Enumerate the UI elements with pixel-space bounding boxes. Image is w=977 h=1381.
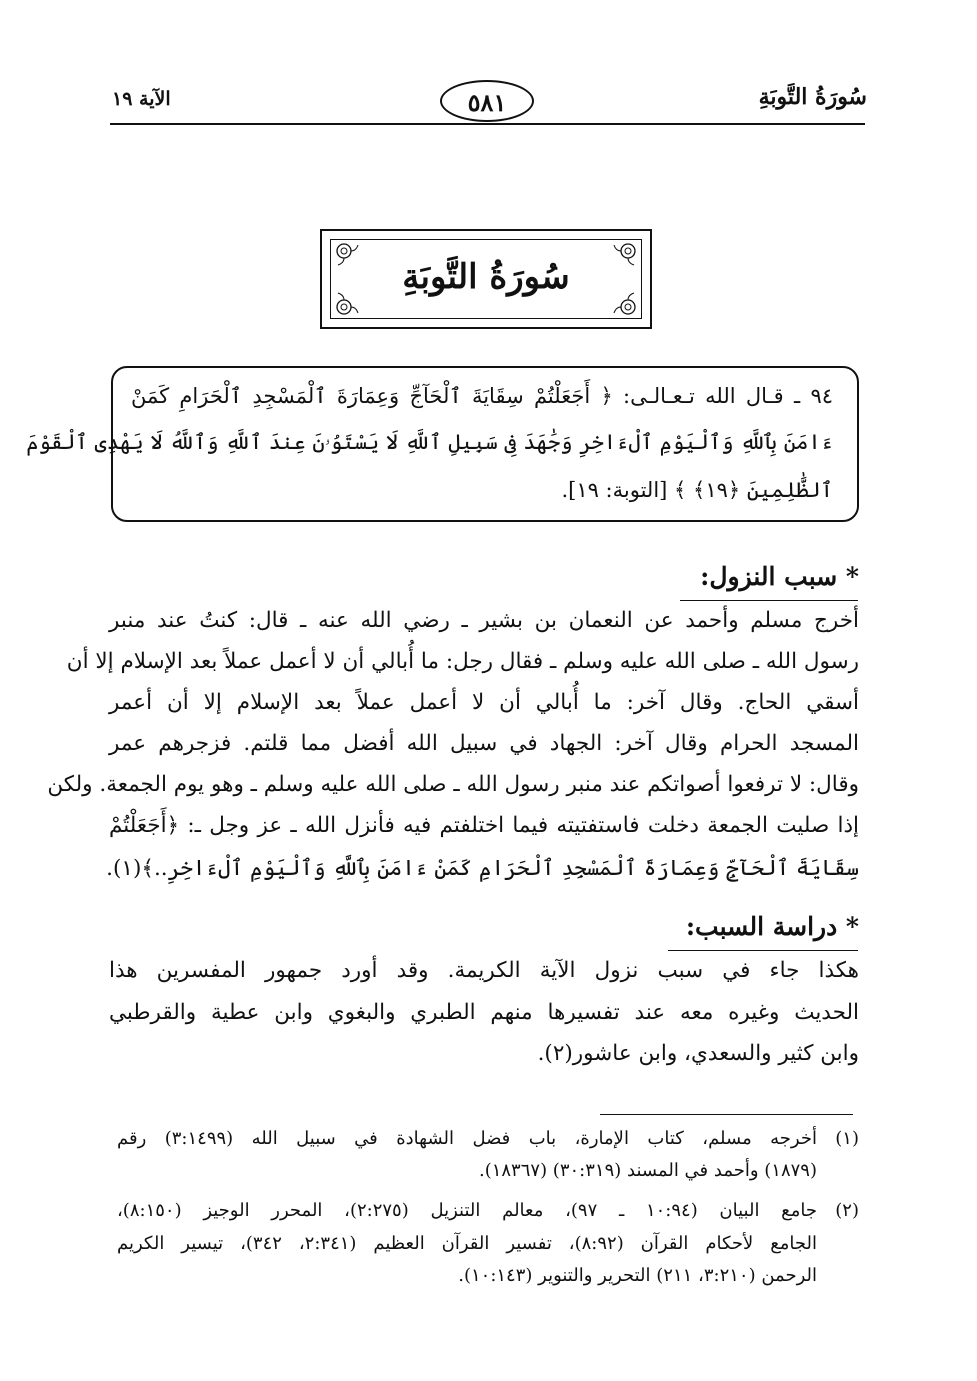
section-heading-nuzul: * سبب النزول: [700,562,859,591]
paragraph-line: سِقَايَةَ ٱلْحَآجِّ وَعِمَارَةَ ٱلْمَسْجِدِ ٱلْحَرَامِ كَمَنْ ءَامَنَ بِٱللَّهِ وَٱلْيَوْمِ ٱلْءَاخِرِ..﴾(١). [106,856,859,881]
header-surah-name: سُورَةُ التَّوبَةِ [758,84,867,110]
section-heading-study: * دراسة السبب: [685,912,859,941]
paragraph-line: الحديث وغيره معه عند تفسيرها منهم الطبري والبغوي وابن عطية والقرطبي [109,1000,859,1025]
ayah-line: ٱلظَّٰلِمِينَ ﴿١٩﴾ ﴾ [التوبة: ١٩]. [561,478,833,502]
footnote-number: (٢) [835,1200,859,1221]
paragraph-line: إذا صليت الجمعة دخلت فاستفتيته فيما اختلفتم فيه فأنزل الله ـ عز وجل ـ: ﴿أَجَعَلْتُمْ [109,813,859,838]
footnote-number: (١) [835,1128,859,1149]
paragraph-line: رسول الله ـ صلى الله عليه وسلم ـ فقال رجل: ما أُبالي أن لا أعمل عملاً بعد الإسلام إلا أن [66,649,859,674]
header-ayah-ref: الآية ١٩ [112,88,171,110]
paragraph-line: أخرج مسلم وأحمد عن النعمان بن بشير ـ رضي الله عنه ـ قال: كنتُ عند منبر [109,608,859,633]
surah-banner [320,229,652,329]
paragraph-line: وقال: لا ترفعوا أصواتكم عند منبر رسول الله ـ صلى الله عليه وسلم ـ وهو يوم الجمعة. ولكن [47,772,859,797]
heading-underline [680,600,858,601]
footnote-line: الرحمن (٣:٢١٠، ٢١١) التحرير والتنوير (١٠:١٤٣). [458,1265,817,1286]
heading-underline [668,950,858,951]
footnote-divider [600,1114,853,1115]
header-divider [110,123,865,125]
ayah-box [26,366,859,522]
footnote-line: الجامع لأحكام القرآن (٨:٩٢)، تفسير القرآن العظيم (٢:٣٤١، ٣٤٢)، تيسير الكريم [117,1233,818,1254]
footnote-line: جامع البيان (١٠:٩٤ ـ ٩٧)، معالم التنزيل (٢:٢٧٥)، المحرر الوجيز (٨:١٥٠)، [117,1200,818,1221]
footnote-line: (١٨٧٩) وأحمد في المسند (٣٠:٣١٩) (١٨٣٦٧). [478,1160,817,1181]
paragraph-line: وابن كثير والسعدي، وابن عاشور(٢). [537,1041,859,1066]
paragraph-line: هكذا جاء في سبب نزول الآية الكريمة. وقد أورد جمهور المفسرين هذا [109,958,859,983]
ayah-line: ٩٤ ـ قـال الله تـعـالـى: ﴿ أَجَعَلْتُمْ سِقَايَةَ ٱلْحَآجِّ وَعِمَارَةَ ٱلْمَسْجِدِ ٱلْحَرَامِ كَمَنْ [131,384,833,408]
ayah-line: ءَامَنَ بِٱللَّهِ وَٱلْيَوْمِ ٱلْءَاخِرِ وَجَٰهَدَ فِى سَبِيلِ ٱللَّهِ لَا يَسْتَوُۥنَ عِندَ ٱللَّهِ وَٱللَّهُ لَا يَهْدِى ٱلْقَوْمَ [26,430,833,454]
paragraph-line: أسقي الحاج. وقال آخر: ما أُبالي أن لا أعمل عملاً بعد الإسلام إلا أن أعمر [109,690,859,715]
page-number: ٥٨١ [440,80,534,122]
paragraph-line: المسجد الحرام وقال آخر: الجهاد في سبيل الله أفضل مما قلتم. فزجرهم عمر [109,731,859,756]
banner-title: سُورَةُ التَّوبَةِ [402,257,570,297]
footnote-line: أخرجه مسلم، كتاب الإمارة، باب فضل الشهادة في سبيل الله (٣:١٤٩٩) رقم [117,1128,817,1149]
